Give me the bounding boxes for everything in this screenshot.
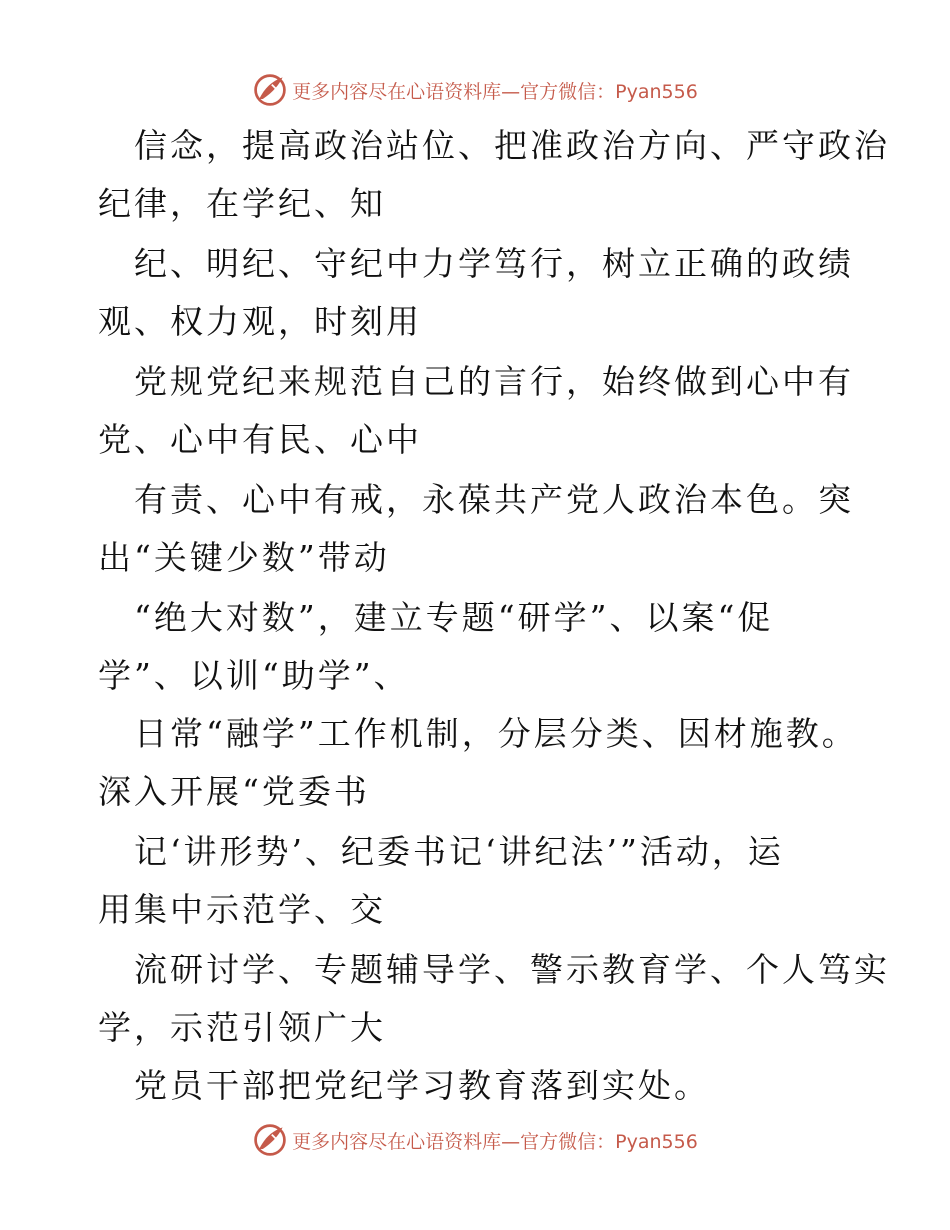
text-line: 党员干部把党纪学习教育落到实处。 (134, 1066, 710, 1105)
text-line: 用集中示范学、交 (98, 890, 386, 929)
text-line: 纪、明纪、守纪中力学笃行，树立正确的政绩 (134, 244, 854, 283)
footer-watermark (0, 1120, 950, 1160)
text-line: 记‘讲形势’、纪委书记‘讲纪法’”活动，运 (134, 832, 784, 871)
text-line: 学”、以训“助学”、 (98, 656, 410, 695)
text-line: 纪律，在学纪、知 (98, 184, 386, 223)
fountain-pen-logo-icon (252, 72, 288, 108)
text-line: 日常“融学”工作机制，分层分类、因材施教。 (134, 714, 858, 753)
text-line: 信念，提高政治站位、把准政治方向、严守政治 (134, 126, 890, 165)
fountain-pen-logo-icon (252, 1122, 288, 1158)
text-line: 学，示范引领广大 (98, 1008, 386, 1047)
text-line: 观、权力观，时刻用 (98, 302, 422, 341)
text-line: 党规党纪来规范自己的言行，始终做到心中有 (134, 362, 854, 401)
text-line: 有责、心中有戒，永葆共产党人政治本色。突 (134, 480, 854, 519)
text-line: 流研讨学、专题辅导学、警示教育学、个人笃实 (134, 950, 890, 989)
text-line: 党、心中有民、心中 (98, 420, 422, 459)
text-line: 出“关键少数”带动 (98, 538, 390, 577)
header-watermark (0, 70, 950, 110)
watermark-text: 更多内容尽在心语资料库—官方微信：Pyan556 (292, 80, 698, 103)
watermark-text: 更多内容尽在心语资料库—官方微信：Pyan556 (292, 1130, 698, 1153)
text-line: “绝大对数”，建立专题“研学”、以案“促 (134, 598, 774, 637)
text-line: 深入开展“党委书 (98, 772, 370, 811)
